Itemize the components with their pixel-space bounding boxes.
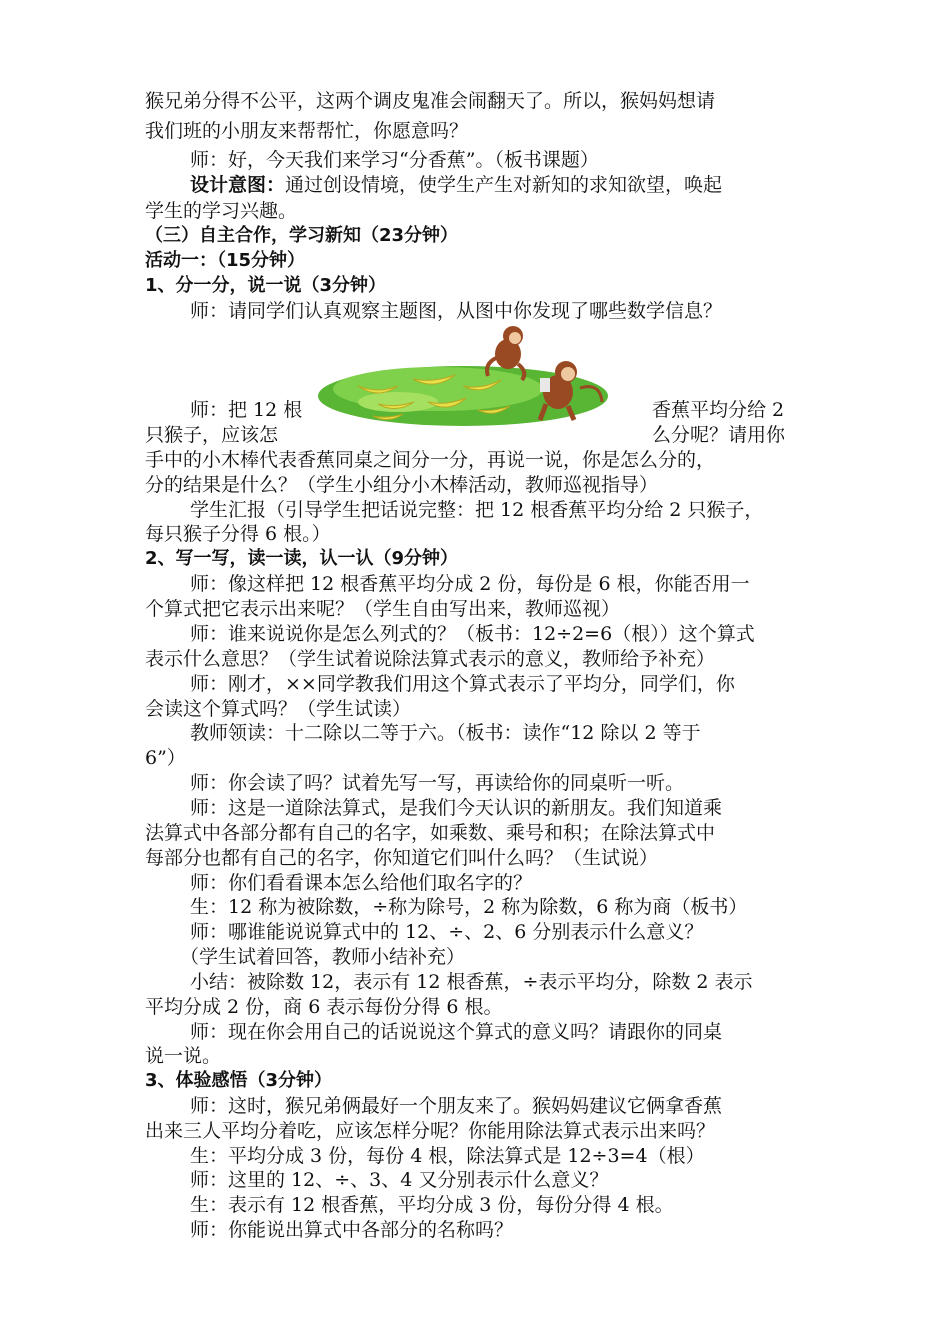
text-line: 只猴子，应该怎 [145, 424, 279, 446]
text-line: 师：像这样把 12 根香蕉平均分成 2 份，每份是 6 根，你能否用一 [190, 573, 750, 595]
text-line: 师：这是一道除法算式，是我们今天认识的新朋友。我们知道乘 [190, 797, 723, 819]
text-line: 师：你们看看课本怎么给他们取名字的？ [190, 872, 533, 894]
text-line: 个算式把它表示出来呢？（学生自由写出来，教师巡视） [145, 598, 621, 620]
text-line: 手中的小木棒代表香蕉同桌之间分一分，再说一说，你是怎么分的， [145, 449, 716, 471]
subsection-heading: 1、分一分，说一说（3分钟） [145, 275, 387, 296]
text-line: 生：表示有 12 根香蕉，平均分成 3 份，每份分得 4 根。 [190, 1194, 674, 1216]
text-line: 师：刚才，××同学教我们用这个算式表示了平均分，同学们，你 [190, 673, 735, 695]
text-line: 每部分也都有自己的名字，你知道它们叫什么吗？（生试说） [145, 847, 659, 869]
text-line: 表示什么意思？（学生试着说除法算式表示的意义，教师给予补充） [145, 648, 716, 670]
text-line: 师：这里的 12、÷、3、4 又分别表示什么意义？ [190, 1169, 609, 1191]
text-line: 说一说。 [145, 1045, 222, 1067]
design-intent-label: 设计意图： [190, 174, 286, 196]
design-intent-line [190, 172, 722, 198]
subsection-heading: 3、体验感悟（3分钟） [145, 1070, 333, 1091]
text-line: 师：你能说出算式中各部分的名称吗？ [190, 1219, 514, 1241]
monkeys-bananas-illustration [318, 324, 613, 426]
text-line: 会读这个算式吗？（学生试读） [145, 698, 412, 720]
text-line: 师：好，今天我们来学习“分香蕉”。（板书课题） [190, 149, 599, 171]
text-line: 生：12 称为被除数，÷称为除号，2 称为除数，6 称为商（板书） [190, 896, 748, 918]
text-line: 师：这时，猴兄弟俩最好一个朋友来了。猴妈妈建议它俩拿香蕉 [190, 1095, 723, 1117]
text-line: 师：你会读了吗？试着先写一写，再读给你的同桌听一听。 [190, 772, 685, 794]
text-line: 出来三人平均分着吃，应该怎样分呢？你能用除法算式表示出来吗？ [145, 1120, 716, 1142]
text-line: 平均分成 2 份，商 6 表示每份分得 6 根。 [145, 996, 503, 1018]
activity-heading: 活动一：（15分钟） [145, 250, 306, 271]
text-line: 师：哪谁能说说算式中的 12、÷、2、6 分别表示什么意义？ [190, 921, 704, 943]
subsection-heading: 2、写一写，读一读，认一认（9分钟） [145, 548, 459, 569]
text-line: 法算式中各部分都有自己的名字，如乘数、乘号和积；在除法算式中 [145, 822, 716, 844]
text-line: 么分呢？请用你 [652, 424, 786, 446]
text-line: 师：谁来说说你是怎么列式的？（板书：12÷2=6（根））这个算式 [190, 623, 755, 645]
text-line: 学生的学习兴趣。 [145, 200, 298, 222]
text-line: 师：现在你会用自己的话说说这个算式的意义吗？请跟你的同桌 [190, 1021, 723, 1043]
section-heading: （三）自主合作，学习新知（23分钟） [145, 225, 459, 246]
text-line: 分的结果是什么？（学生小组分小木棒活动，教师巡视指导） [145, 474, 659, 496]
text-line: 我们班的小朋友来帮帮忙，你愿意吗？ [145, 120, 469, 142]
text-line: （学生试着回答，教师小结补充） [180, 946, 466, 968]
text-line: 师：把 12 根 [190, 399, 303, 421]
text-line: 学生汇报（引导学生把话说完整：把 12 根香蕉平均分给 2 只猴子， [190, 499, 764, 521]
text-line: 每只猴子分得 6 根。） [145, 523, 331, 545]
text-line: 6”） [145, 747, 186, 769]
text-line: 教师领读：十二除以二等于六。（板书：读作“12 除以 2 等于 [190, 722, 701, 744]
design-intent-text: 通过创设情境，使学生产生对新知的求知欲望，唤起 [285, 174, 723, 196]
text-line: 生：平均分成 3 份，每份 4 根，除法算式是 12÷3=4（根） [190, 1145, 705, 1167]
text-line: 师：请同学们认真观察主题图，从图中你发现了哪些数学信息？ [190, 300, 723, 322]
text-line: 小结：被除数 12，表示有 12 根香蕉，÷表示平均分，除数 2 表示 [190, 971, 753, 993]
text-line: 香蕉平均分给 2 [652, 399, 785, 421]
text-line: 猴兄弟分得不公平，这两个调皮鬼准会闹翻天了。所以，猴妈妈想请 [145, 90, 716, 112]
